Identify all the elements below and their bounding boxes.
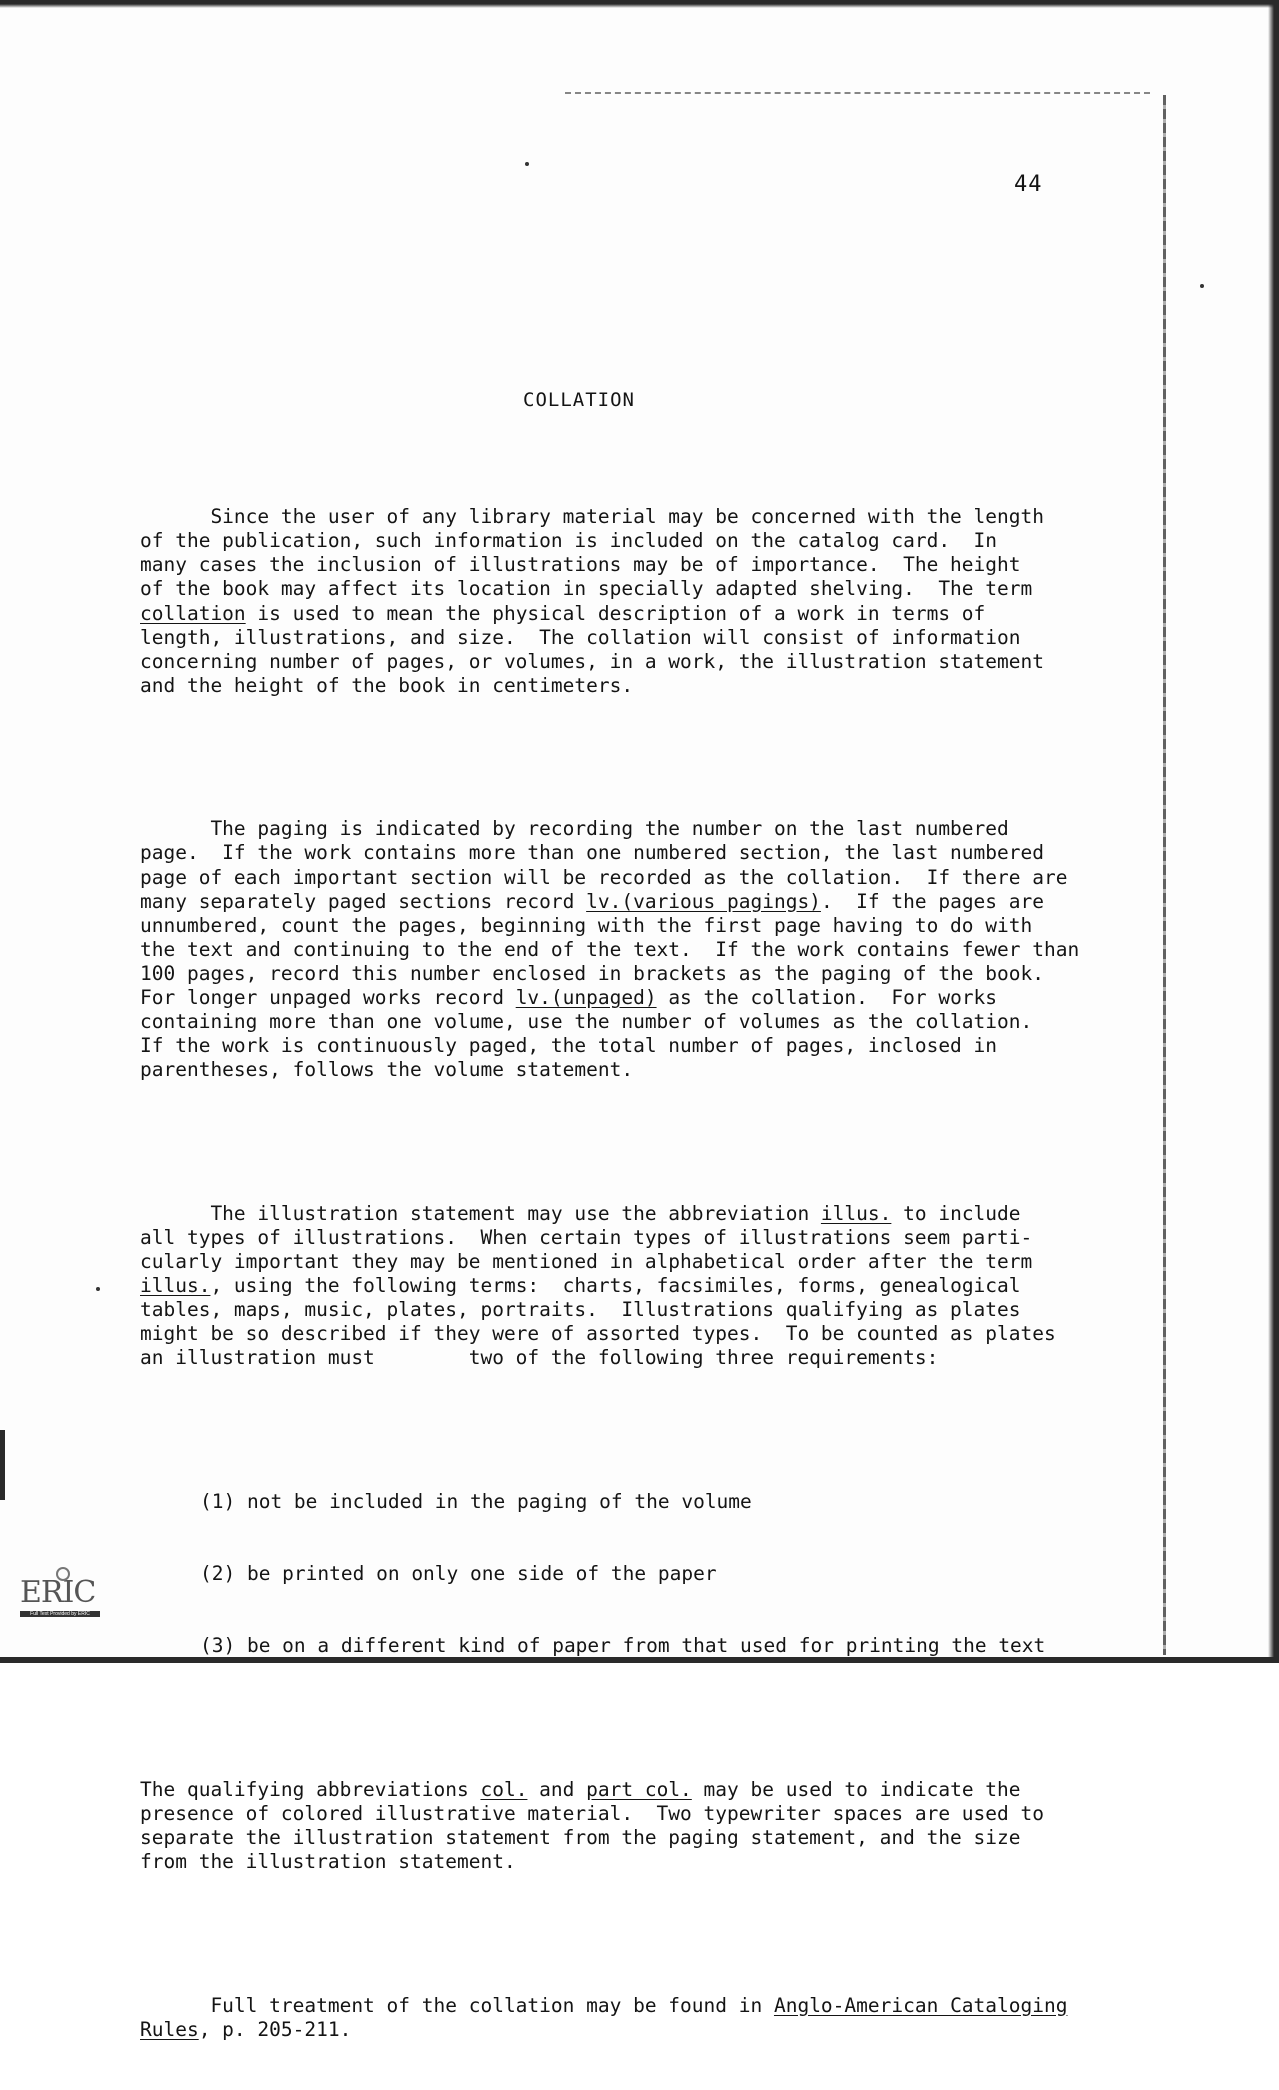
paragraph-abbreviations [140, 1778, 1140, 1874]
text-line: parentheses, follows the volume statement. [140, 1058, 634, 1082]
term-illus: illus. [140, 1274, 211, 1297]
scan-speck [1200, 284, 1204, 288]
text-line: to include [891, 1201, 1021, 1225]
text-line: tables, maps, music, plates, portraits. Illustrations qualifying as plates [140, 1298, 1021, 1322]
text-line: page of each important section will be recorded as the collation. If there are [140, 865, 1068, 889]
term-unpaged: lv.(unpaged) [515, 985, 657, 1009]
text-line: For longer unpaged works record [140, 985, 516, 1009]
text-line: 100 pages, record this number enclosed in brackets as the paging of the book. [140, 961, 1044, 985]
text-line: of the publication, such information is included on the catalog card. In [140, 529, 998, 553]
text-line: many separately paged sections record [140, 889, 587, 913]
eric-logo [20, 1575, 100, 1637]
text-line: and [527, 1777, 587, 1801]
text-line: containing more than one volume, use the number of volumes as the collation. [140, 1010, 1033, 1034]
text-line: many cases the inclusion of illustrations may be of importance. The height [140, 553, 1021, 577]
requirement-item: (2) be printed on only one side of the paper [200, 1562, 717, 1586]
scan-dashed-line [565, 92, 1150, 94]
text-line: page. If the work contains more than one numbered section, the last numbered [140, 841, 1044, 865]
scan-right-rule [1163, 95, 1166, 1655]
text-line: of the book may affect its location in specially adapted shelving. The term [140, 577, 1033, 601]
text-line: and the height of the book in centimeters. [140, 673, 634, 697]
text-line: cularly important they may be mentioned in alphabetical order after the term [140, 1249, 1033, 1273]
text-line: separate the illustration statement from the paging statement, and the size [140, 1825, 1021, 1849]
scan-speck [525, 162, 529, 166]
text-line: an illustration must two of the following three requirements: [140, 1346, 939, 1370]
page-number: 44 [1014, 172, 1043, 197]
paragraph-paging [140, 817, 1140, 1082]
text-line: from the illustration statement. [140, 1850, 516, 1874]
reference-title: Anglo-American Cataloging [773, 1993, 1068, 2017]
text-line: unnumbered, count the pages, beginning with the first page having to do with [140, 913, 1033, 937]
scan-top-edge [0, 0, 1279, 8]
logo-circle-icon [56, 1567, 70, 1581]
requirement-item: (3) be on a different kind of paper from that used for printing the text [200, 1634, 1046, 1658]
term-col: col. [480, 1777, 528, 1801]
page-title: COLLATION [523, 389, 635, 411]
requirement-item: (1) not be included in the paging of the volume [200, 1489, 752, 1513]
text-line: length, illustrations, and size. The collation will consist of information [140, 625, 1021, 649]
scan-speck [96, 1287, 100, 1291]
body-text [140, 457, 1140, 2090]
text-line: the text and continuing to the end of the text. If the work contains fewer than [140, 937, 1080, 961]
term-illus: illus. [820, 1201, 892, 1225]
logo-subtext: Full Text Provided by ERIC [20, 1611, 100, 1617]
term-collation: collation [140, 601, 246, 625]
logo-text: ERIC [20, 1575, 96, 1610]
text-line: presence of colored illustrative material. Two typewriter spaces are used to [140, 1801, 1044, 1825]
text-line: , using the following terms: charts, facsimiles, forms, genealogical [210, 1274, 1021, 1297]
text-line: as the collation. For works [656, 985, 998, 1009]
term-various-pagings: lv.(various pagings) [586, 889, 821, 913]
text-line: all types of illustrations. When certain types of illustrations seem parti- [140, 1225, 1033, 1249]
text-line: The illustration statement may use the abbreviation [140, 1201, 821, 1225]
scan-left-mark [0, 1430, 5, 1500]
text-line: The qualifying abbreviations [140, 1777, 481, 1801]
text-line: may be used to indicate the [691, 1777, 1021, 1801]
paragraph-intro [140, 505, 1140, 698]
text-line: Full treatment of the collation may be found in [140, 1993, 774, 2017]
term-part-col: part col. [586, 1777, 692, 1801]
text-line: . If the pages are [820, 889, 1044, 913]
text-line: If the work is continuously paged, the total number of pages, inclosed in [140, 1034, 998, 1058]
text-line: might be so described if they were of assorted types. To be counted as plates [140, 1322, 1056, 1346]
text-line: The paging is indicated by recording the number on the last numbered [140, 817, 1009, 841]
reference-title: Rules [140, 2017, 199, 2041]
text-line: is used to mean the physical description of a work in terms of [245, 601, 986, 625]
text-line: Since the user of any library material may be concerned with the length [140, 505, 1044, 529]
text-line: concerning number of pages, or volumes, in a work, the illustration statement [140, 649, 1044, 673]
paragraph-illustration [140, 1202, 1140, 1371]
scan-right-edge [1268, 0, 1279, 1663]
text-line: , p. 205-211. [198, 2017, 352, 2041]
paragraph-reference [140, 1994, 1140, 2042]
